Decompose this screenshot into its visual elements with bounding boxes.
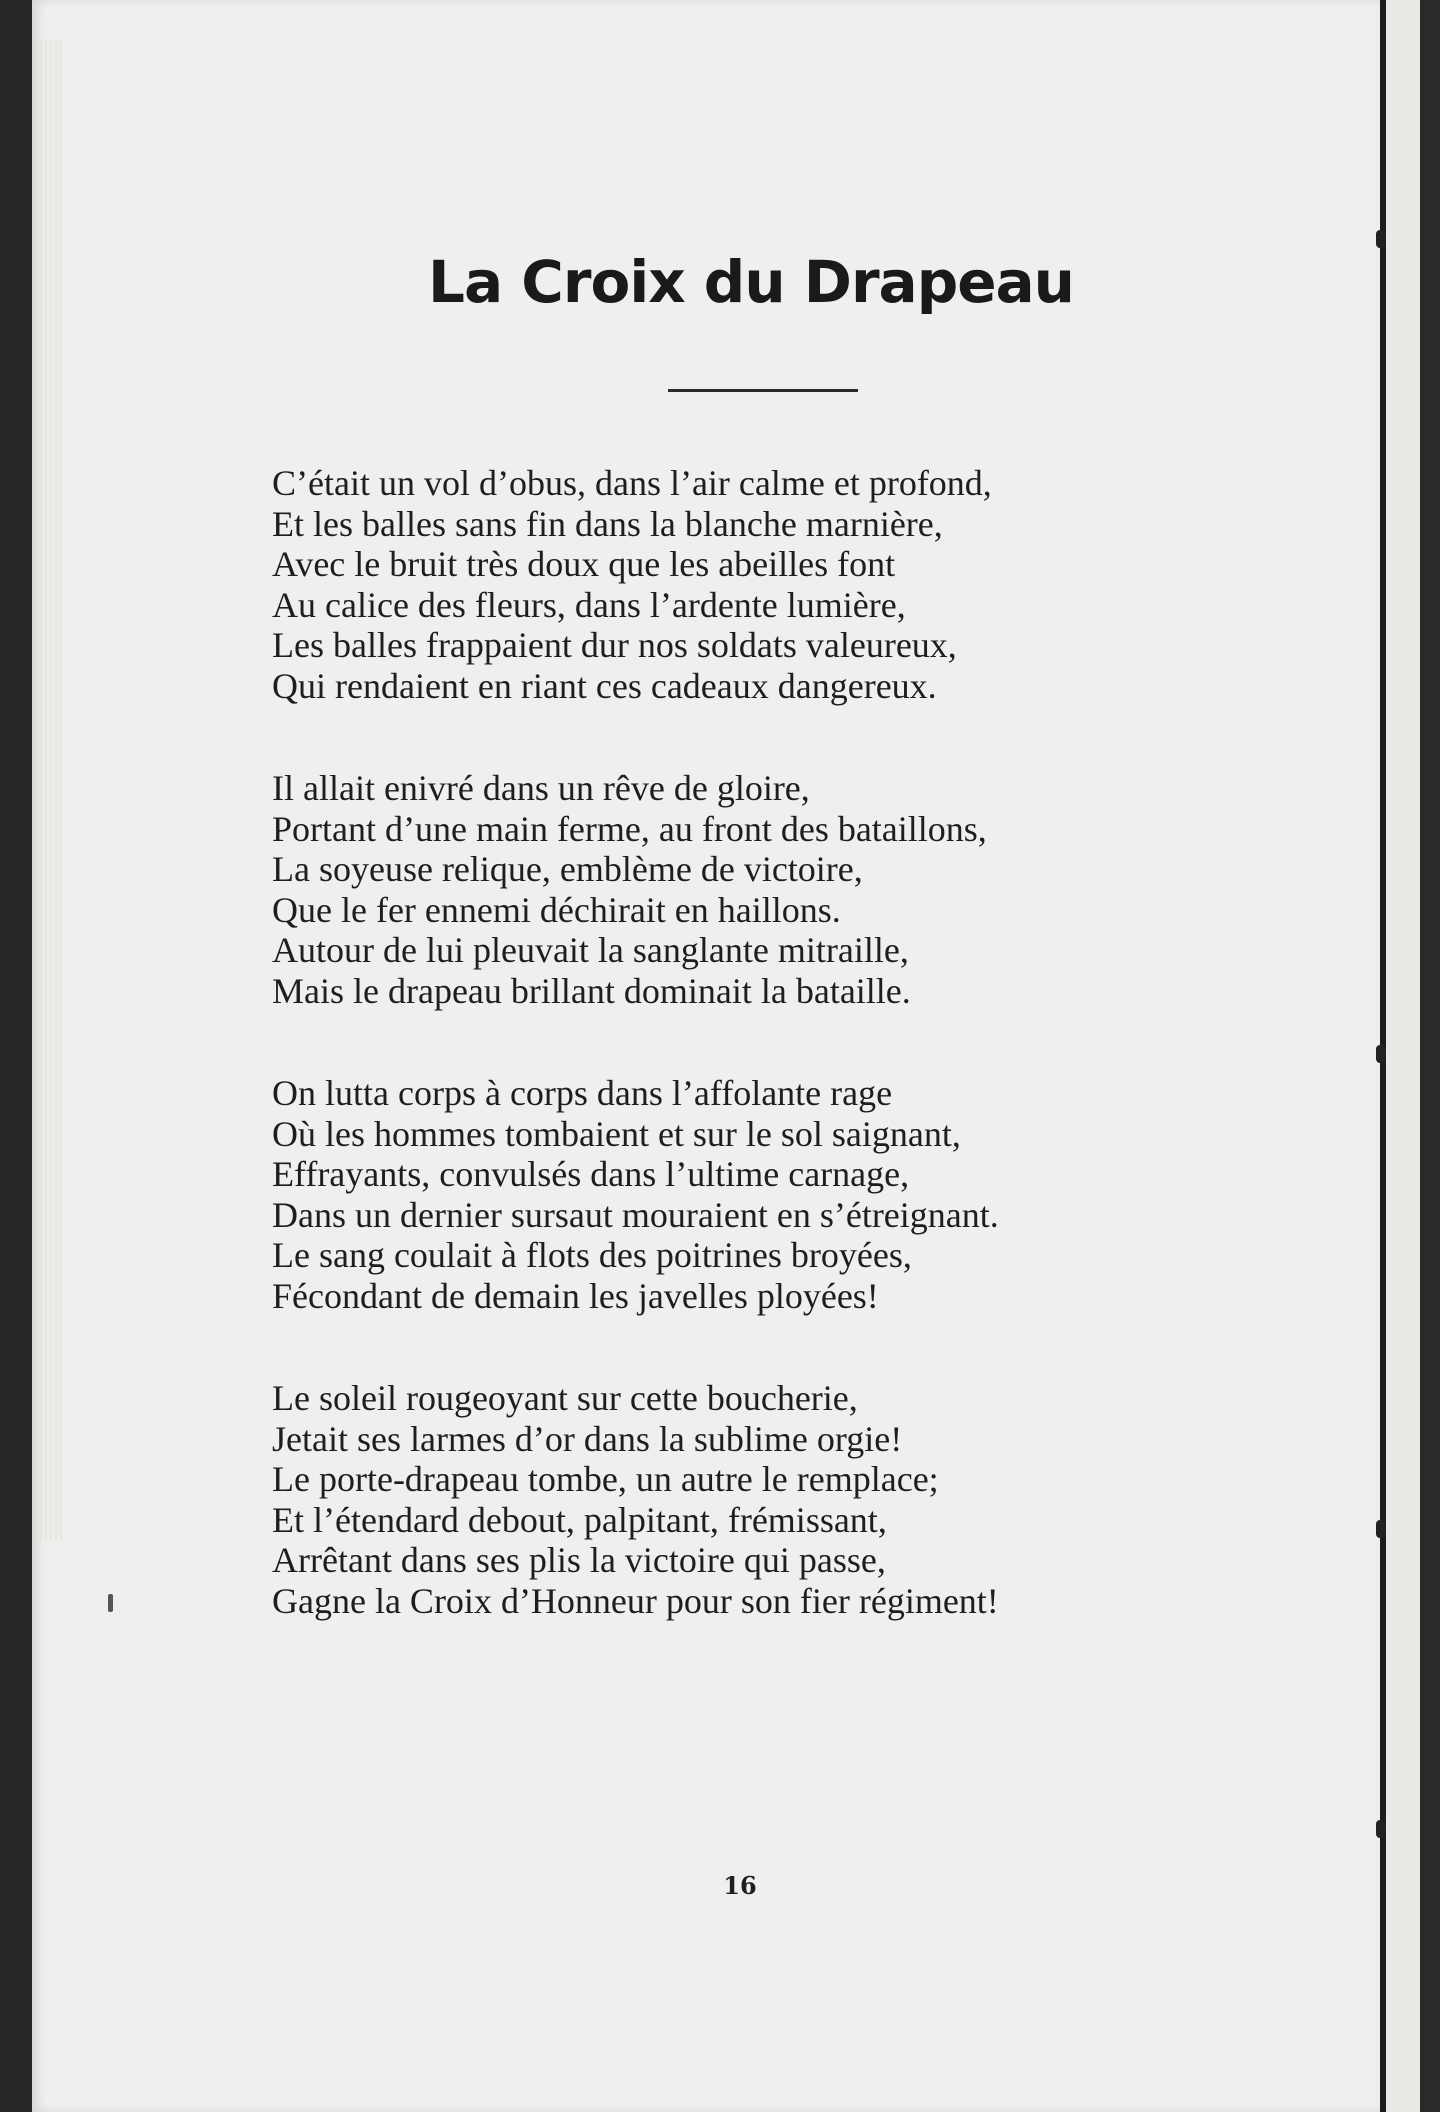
poem-line: Il allait enivré dans un rêve de gloire, xyxy=(272,768,810,808)
poem-line: Dans un dernier sursaut mouraient en s’étreignant. xyxy=(272,1194,999,1235)
poem-line: Et les balles sans fin dans la blanche marnière, xyxy=(272,503,943,544)
poem-line: Qui rendaient en riant ces cadeaux dangereux. xyxy=(272,665,937,706)
poem-line: Fécondant de demain les javelles ployées! xyxy=(272,1275,879,1316)
poem-title: La Croix du Drapeau xyxy=(428,248,1074,316)
poem-line: Le soleil rougeoyant sur cette boucherie, xyxy=(272,1378,858,1418)
poem-line: Mais le drapeau brillant dominait la bataille. xyxy=(272,970,911,1011)
poem-line: Arrêtant dans ses plis la victoire qui passe, xyxy=(272,1540,886,1580)
poem-line: Effrayants, convulsés dans l’ultime carnage, xyxy=(272,1154,910,1194)
poem-line: Les balles frappaient dur nos soldats valeureux, xyxy=(272,625,957,665)
scan-border xyxy=(1420,0,1440,2112)
title-rule xyxy=(668,389,858,392)
poem-line: Que le fer ennemi déchirait en haillons. xyxy=(272,889,841,930)
poem-line: Gagne la Croix d’Honneur pour son fier régiment! xyxy=(272,1580,999,1621)
poem-body xyxy=(272,463,1292,1683)
poem-line: Et l’étendard debout, palpitant, frémissant, xyxy=(272,1499,887,1540)
poem-line: Jetait ses larmes d’or dans la sublime orgie! xyxy=(272,1418,903,1459)
poem-line: Le sang coulait à flots des poitrines broyées, xyxy=(272,1235,912,1275)
poem-line: On lutta corps à corps dans l’affolante rage xyxy=(272,1073,893,1113)
binding-mark xyxy=(1376,230,1386,248)
binding-mark xyxy=(1376,1520,1386,1538)
poem-line: Autour de lui pleuvait la sanglante mitraille, xyxy=(272,930,909,970)
poem-line: Avec le bruit très doux que les abeilles font xyxy=(272,544,896,584)
stanza xyxy=(272,1073,1292,1316)
paper-speck xyxy=(108,1594,113,1612)
poem-line: Portant d’une main ferme, au front des bataillons, xyxy=(272,808,987,849)
stanza xyxy=(272,768,1292,1011)
stanza xyxy=(272,1378,1292,1621)
binding-mark xyxy=(1376,1045,1386,1063)
poem-line: Où les hommes tombaient et sur le sol saignant, xyxy=(272,1113,961,1154)
stanza xyxy=(272,463,1292,706)
binding-mark xyxy=(1376,1820,1386,1838)
poem-line: Au calice des fleurs, dans l’ardente lumière, xyxy=(272,584,906,625)
poem-line: Le porte-drapeau tombe, un autre le remplace; xyxy=(272,1459,939,1499)
page-number: 16 xyxy=(723,1871,757,1900)
poem-line: La soyeuse relique, emblème de victoire, xyxy=(272,849,863,889)
poem-line: C’était un vol d’obus, dans l’air calme et profond, xyxy=(272,463,992,503)
